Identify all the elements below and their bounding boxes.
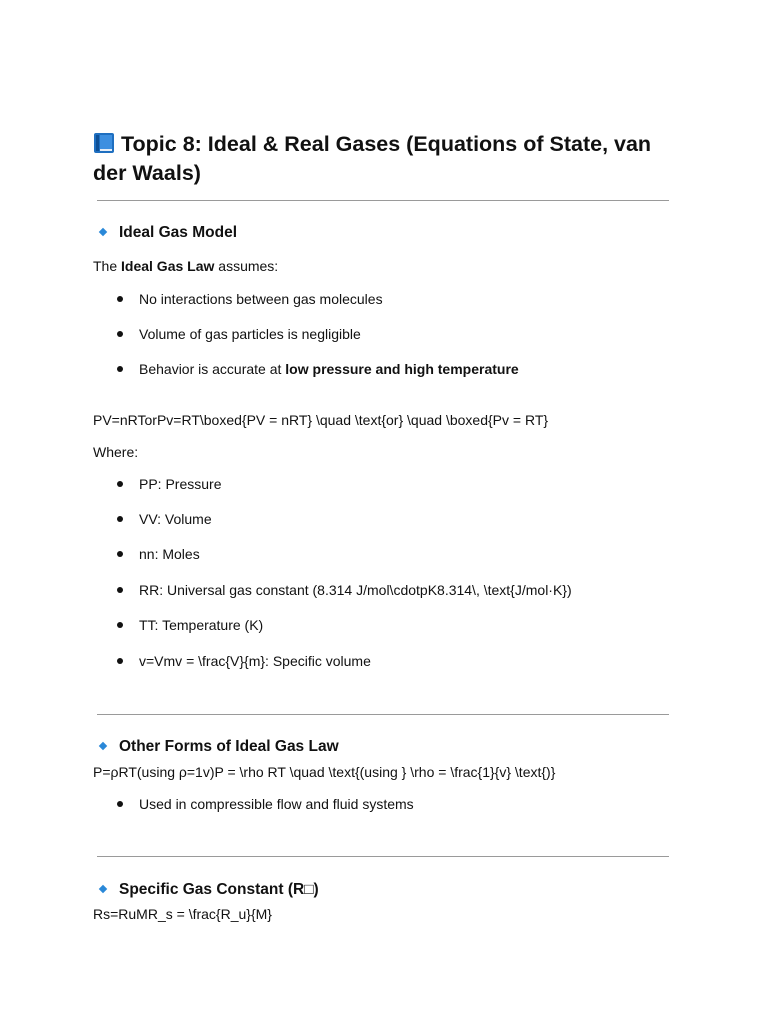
intro-prefix: The — [93, 258, 122, 274]
intro-bold: Ideal Gas Law — [121, 258, 215, 274]
list-item-text: Volume of gas particles is negligible — [139, 326, 361, 342]
bullet-icon — [117, 801, 123, 807]
list-item-text: TT: Temperature (K) — [139, 617, 264, 633]
bullet-icon — [117, 587, 123, 593]
list-item-text: nn: Moles — [139, 546, 200, 562]
list-item-text: No interactions between gas molecules — [139, 291, 383, 307]
bullet-icon — [117, 516, 123, 522]
divider — [97, 856, 669, 857]
bullet-icon — [117, 366, 123, 372]
list-item-text: v=Vmv = \frac{V}{m}: Specific volume — [139, 653, 371, 669]
section-heading-text: Other Forms of Ideal Gas Law — [119, 738, 339, 755]
blue-book-icon — [93, 132, 115, 154]
intro-suffix: assumes: — [214, 258, 279, 274]
bullet-icon — [117, 658, 123, 664]
page-title-text: Topic 8: Ideal & Real Gases (Equations of State, van der Waals) — [93, 132, 652, 185]
list-item-prefix: Behavior is accurate at — [139, 361, 286, 377]
specific-gas-constant-equation: Rs=RuMR_s = \frac{R_u}{M} — [93, 906, 272, 922]
bullet-icon — [117, 622, 123, 628]
bullet-icon — [117, 296, 123, 302]
section-heading-other-forms — [93, 737, 339, 757]
list-item-text: Used in compressible flow and fluid systems — [139, 796, 414, 812]
blue-diamond-icon — [99, 742, 107, 750]
section-heading-text: Ideal Gas Model — [119, 224, 238, 241]
section-heading-specific-gas-constant — [93, 880, 319, 900]
section-heading-ideal-gas-model — [93, 223, 237, 243]
divider — [97, 200, 669, 201]
ideal-gas-equation: PV=nRTorPv=RT\boxed{PV = nRT} \quad \text{or} \quad \boxed{Pv = RT} — [93, 412, 549, 428]
divider — [97, 714, 669, 715]
bullet-icon — [117, 331, 123, 337]
blue-diamond-icon — [99, 885, 107, 893]
where-label: Where: — [93, 444, 139, 460]
bullet-icon — [117, 551, 123, 557]
list-item-text: PP: Pressure — [139, 476, 222, 492]
list-item-text: RR: Universal gas constant (8.314 J/mol\cdotpK8.314\, \text{J/mol·K}) — [139, 582, 572, 598]
section-heading-text: Specific Gas Constant (R□) — [119, 881, 319, 898]
ideal-gas-intro — [93, 257, 278, 275]
other-forms-equation: P=ρRT(using ρ=1v)P = \rho RT \quad \text{(using } \rho = \frac{1}{v} \text{)} — [93, 764, 556, 780]
blue-diamond-icon — [99, 228, 107, 236]
bullet-icon — [117, 481, 123, 487]
list-item-text — [139, 360, 519, 378]
list-item-bold: low pressure and high temperature — [285, 361, 519, 377]
list-item-text: VV: Volume — [139, 511, 212, 527]
page-title — [93, 130, 673, 188]
